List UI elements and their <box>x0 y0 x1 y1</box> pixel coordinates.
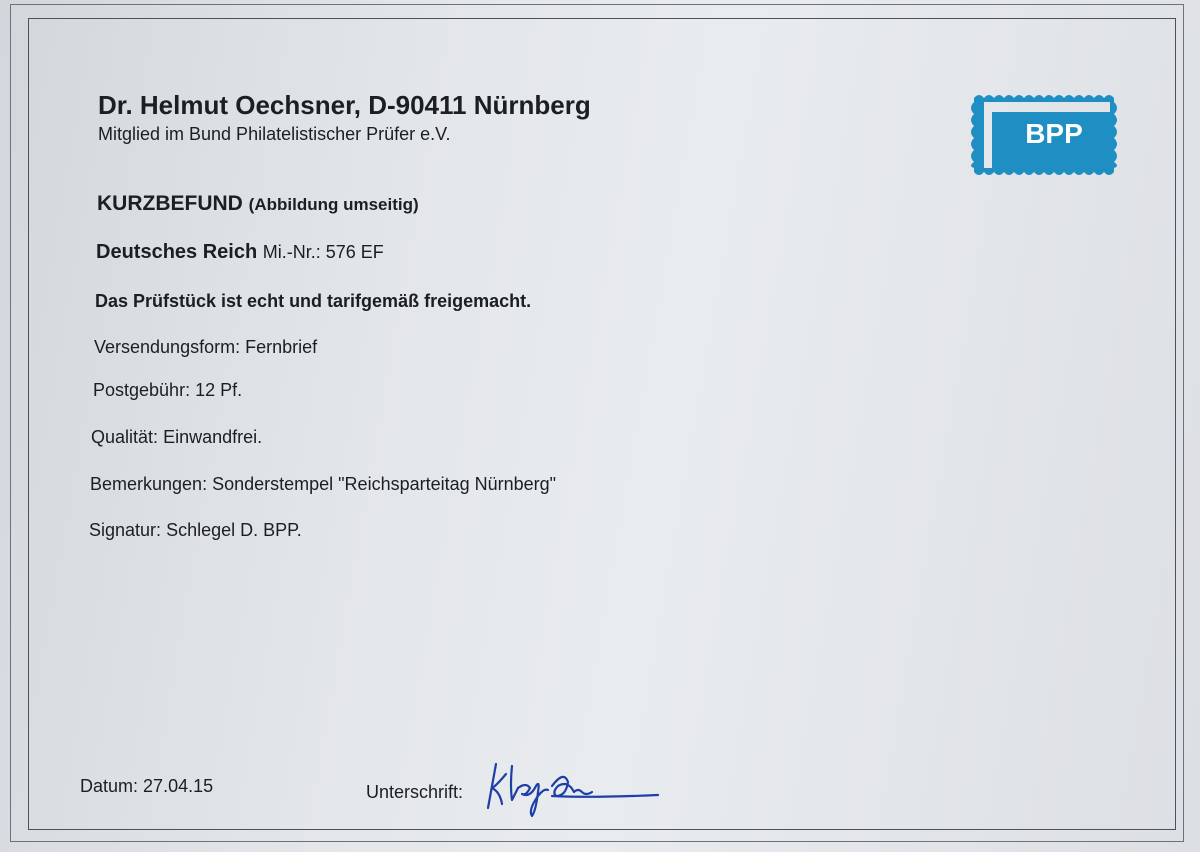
field-label: Qualität: <box>91 427 159 447</box>
field-remarks <box>90 474 556 495</box>
field-label: Postgebühr: <box>93 380 191 400</box>
signature-label: Unterschrift: <box>366 782 464 802</box>
stamp-identification <box>96 241 384 264</box>
field-label: Bemerkungen: <box>90 474 208 494</box>
field-signature-mark <box>89 520 302 541</box>
bpp-logo-text: BPP <box>1025 118 1083 149</box>
field-value: Fernbrief <box>245 337 318 357</box>
date-line <box>80 776 213 797</box>
date-value: 27.04.15 <box>143 776 214 796</box>
handwritten-signature <box>482 752 662 822</box>
examination-result: Das Prüfstück ist echt und tarifgemäß freigemacht. <box>95 291 532 311</box>
field-shipping-form <box>94 337 317 358</box>
report-title <box>97 192 419 216</box>
stamp-area: Deutsches Reich <box>96 241 258 263</box>
field-value: Schlegel D. BPP. <box>166 520 302 540</box>
field-label: Signatur: <box>89 520 162 540</box>
field-postage <box>93 380 242 401</box>
catalog-number: Mi.-Nr.: 576 EF <box>262 242 384 262</box>
field-label: Versendungsform: <box>94 337 241 357</box>
report-title-note: (Abbildung umseitig) <box>248 195 419 214</box>
bpp-logo-icon <box>970 92 1118 176</box>
field-quality <box>91 427 262 448</box>
issuer-name: Dr. Helmut Oechsner, D-90411 Nürnberg <box>98 90 591 120</box>
date-label: Datum: <box>80 776 139 796</box>
issuer-membership: Mitglied im Bund Philatelistischer Prüfer e.V. <box>98 124 451 144</box>
field-value: Einwandfrei. <box>163 427 263 447</box>
field-value: Sonderstempel "Reichsparteitag Nürnberg" <box>212 474 557 494</box>
report-title-text: KURZBEFUND <box>97 192 243 215</box>
field-value: 12 Pf. <box>195 380 243 400</box>
